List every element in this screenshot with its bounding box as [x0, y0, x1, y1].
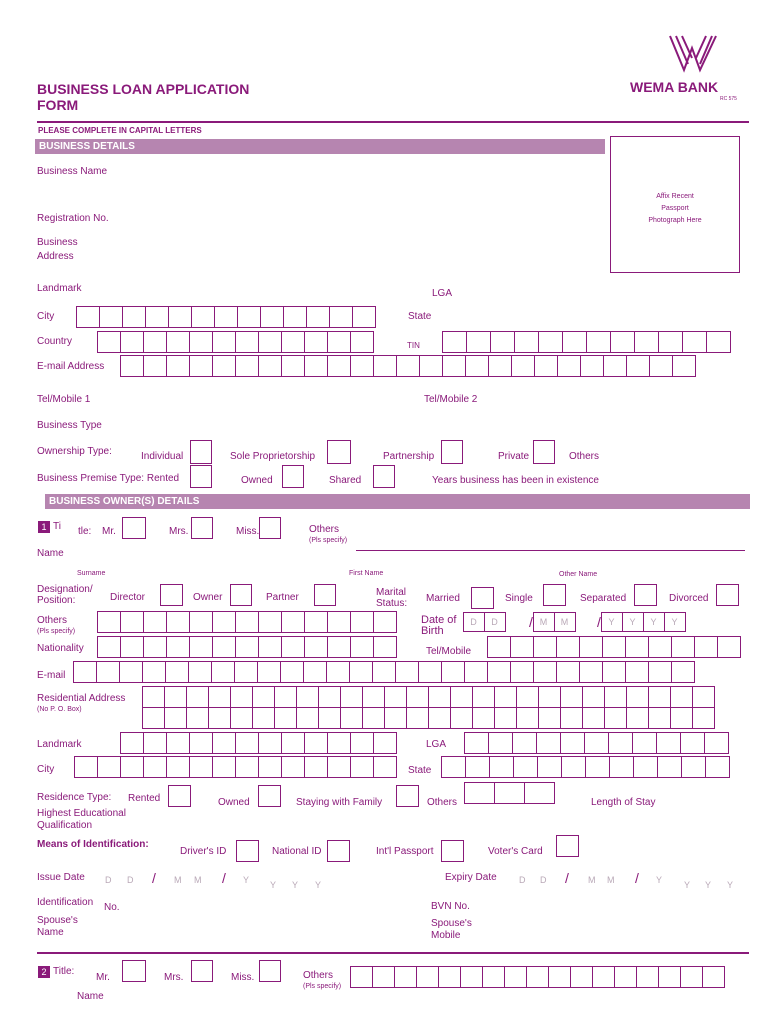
divorced-checkbox[interactable]: [716, 584, 739, 606]
issue-date-label: Issue Date: [37, 872, 85, 883]
spouse-mobile-label: [431, 918, 472, 942]
issue-month-2: M: [194, 875, 203, 885]
surname-hint: Surname: [77, 570, 106, 577]
state-label: State: [408, 311, 432, 322]
owner-lga-label: LGA: [426, 739, 447, 750]
owner2-pls-specify: (Pls specify): [303, 983, 342, 990]
rc-number: RC 575: [720, 96, 737, 102]
owner-city-label: City: [37, 764, 55, 775]
title-label-b: tle:: [78, 526, 92, 537]
staying-family-checkbox[interactable]: [396, 785, 419, 807]
id-no-label: No.: [104, 902, 120, 913]
premise-type-label: Business Premise Type: Rented: [37, 473, 180, 484]
education-line1: Highest Educational: [37, 808, 126, 819]
issue-slash-2: /: [222, 870, 226, 886]
separated-checkbox[interactable]: [634, 584, 657, 606]
ownership-individual-label: Individual: [141, 451, 184, 462]
mrs-checkbox[interactable]: [191, 517, 213, 539]
ownership-private-label: Private: [498, 451, 530, 462]
business-type-label: Business Type: [37, 420, 102, 431]
expiry-month-2: M: [607, 875, 616, 885]
director-label: Director: [110, 592, 146, 603]
expiry-year-3: Y: [705, 880, 713, 890]
pls-specify-2: (Pls specify): [37, 628, 76, 635]
intl-passport-checkbox[interactable]: [441, 840, 464, 862]
city-label: City: [37, 311, 55, 322]
premise-owned-checkbox[interactable]: [282, 465, 304, 488]
tel-mobile-boxes[interactable]: [487, 636, 740, 658]
education-label: [37, 808, 126, 832]
director-checkbox[interactable]: [160, 584, 183, 606]
spouse-name-line2: Name: [37, 927, 64, 938]
dob-label: [421, 615, 456, 637]
single-label: Single: [505, 593, 533, 604]
voters-card-label: Voter's Card: [488, 846, 543, 857]
expiry-day-2: D: [540, 875, 548, 885]
issue-day-2: D: [127, 875, 135, 885]
residential-boxes-1[interactable]: [142, 686, 714, 708]
expiry-year-1: Y: [656, 875, 664, 885]
business-name-label: Business Name: [37, 166, 108, 177]
dob-line1: Date of: [421, 614, 457, 626]
staying-family-label: Staying with Family: [296, 797, 383, 808]
nationality-boxes[interactable]: [97, 636, 396, 658]
ownership-private-checkbox[interactable]: [533, 440, 555, 464]
title-label-a: Ti: [53, 521, 61, 532]
premise-owned-label: Owned: [241, 475, 273, 486]
designation-line2: Position:: [37, 595, 76, 606]
photo-line2: Passport: [661, 205, 689, 212]
expiry-year-2: Y: [684, 880, 692, 890]
owner-checkbox[interactable]: [230, 584, 252, 606]
photo-line3: Photograph Here: [648, 217, 702, 224]
tel2-label: Tel/Mobile 2: [424, 394, 478, 405]
others-row-label: Others: [37, 615, 68, 626]
owner2-number: 2: [38, 966, 50, 978]
city-boxes[interactable]: [76, 306, 375, 328]
owner-landmark-label: Landmark: [37, 739, 82, 750]
form-title-line2: FORM: [37, 97, 79, 113]
owner2-mr-label: Mr.: [96, 972, 110, 983]
partner-checkbox[interactable]: [314, 584, 336, 606]
business-details-header: BUSINESS DETAILS: [35, 139, 605, 154]
dob-line2: Birth: [421, 625, 444, 637]
divorced-label: Divorced: [669, 593, 709, 604]
premise-shared-label: Shared: [329, 475, 362, 486]
residence-others-label: Others: [427, 797, 458, 808]
owner1-number: 1: [38, 521, 50, 533]
form-title: [37, 81, 249, 113]
married-label: Married: [426, 593, 460, 604]
rented-checkbox[interactable]: [168, 785, 191, 807]
dob-year-boxes[interactable]: Y Y Y Y: [601, 612, 685, 632]
voters-card-checkbox[interactable]: [556, 835, 579, 857]
dob-month-boxes[interactable]: M M: [533, 612, 575, 632]
dob-day-boxes[interactable]: D D: [463, 612, 505, 632]
issue-month-1: M: [174, 875, 183, 885]
no-po-box-hint: (No P. O. Box): [37, 706, 82, 713]
instruction-text: PLEASE COMPLETE IN CAPITAL LETTERS: [38, 126, 202, 135]
ownership-partnership-label: Partnership: [383, 451, 435, 462]
drivers-id-checkbox[interactable]: [236, 840, 259, 862]
owned-checkbox[interactable]: [258, 785, 281, 807]
others-title-label: Others: [309, 524, 340, 535]
name-label: Name: [37, 548, 64, 559]
identification-label: Identification: [37, 897, 94, 908]
others-boxes[interactable]: [97, 611, 396, 633]
ownership-others-label: Others: [569, 451, 600, 462]
intl-passport-label: Int'l Passport: [376, 846, 434, 857]
issue-year-4: Y: [315, 880, 323, 890]
national-id-label: National ID: [272, 846, 322, 857]
lga-label: LGA: [432, 288, 453, 299]
ownership-type-label: Ownership Type:: [37, 446, 112, 457]
national-id-checkbox[interactable]: [327, 840, 350, 862]
photo-line1: Affix Recent: [656, 193, 694, 200]
name-line: [356, 550, 745, 551]
dob-slash-2: /: [597, 614, 601, 630]
address-line1: Business: [37, 237, 78, 248]
mr-label: Mr.: [102, 526, 116, 537]
length-stay-label: Length of Stay: [591, 797, 656, 808]
registration-label: Registration No.: [37, 213, 109, 224]
address-line2: Address: [37, 251, 74, 262]
issue-day-1: D: [105, 875, 113, 885]
ownership-sole-label: Sole Proprietorship: [230, 451, 316, 462]
owner2-title-label: Title:: [53, 966, 75, 977]
country-label: Country: [37, 336, 73, 347]
owner2-others-boxes[interactable]: [350, 966, 724, 988]
residence-others-boxes[interactable]: [464, 782, 554, 804]
country-boxes[interactable]: [97, 331, 373, 353]
email-label: E-mail Address: [37, 361, 105, 372]
years-existence-label: Years business has been in existence: [432, 475, 599, 486]
landmark-label: Landmark: [37, 283, 82, 294]
means-id-label: Means of Identification:: [37, 839, 149, 850]
education-line2: Qualification: [37, 820, 93, 831]
expiry-day-1: D: [519, 875, 527, 885]
other-name-hint: Other Name: [559, 571, 598, 578]
expiry-year-4: Y: [727, 880, 735, 890]
miss-label: Miss.: [236, 526, 260, 537]
spouse-name-line1: Spouse's: [37, 915, 78, 926]
partner-label: Partner: [266, 592, 299, 603]
owner2-miss-checkbox[interactable]: [259, 960, 281, 982]
expiry-slash-1: /: [565, 870, 569, 886]
expiry-slash-2: /: [635, 870, 639, 886]
drivers-id-label: Driver's ID: [180, 846, 227, 857]
owner2-miss-label: Miss.: [231, 972, 255, 983]
wema-logo-icon: [668, 34, 720, 74]
issue-year-1: Y: [243, 875, 251, 885]
residence-type-label: Residence Type:: [37, 792, 112, 803]
marital-label: [376, 587, 407, 609]
marital-line2: Status:: [376, 598, 408, 609]
owner-email-boxes[interactable]: [73, 661, 694, 683]
expiry-month-1: M: [588, 875, 597, 885]
owner2-divider: [37, 952, 749, 954]
separated-label: Separated: [580, 593, 627, 604]
mr-checkbox[interactable]: [122, 517, 146, 539]
mrs-label: Mrs.: [169, 526, 189, 537]
owner-city-boxes[interactable]: [74, 756, 396, 778]
pls-specify-1: (Pls specify): [309, 537, 348, 544]
single-checkbox[interactable]: [543, 584, 566, 606]
owner-label: Owner: [193, 592, 223, 603]
owner2-mrs-label: Mrs.: [164, 972, 184, 983]
spouse-name-label: [37, 915, 78, 939]
residential-boxes-2[interactable]: [142, 707, 714, 729]
ownership-individual-checkbox[interactable]: [190, 440, 212, 464]
nationality-label: Nationality: [37, 643, 84, 654]
first-name-hint: First Name: [349, 570, 384, 577]
owner-state-boxes[interactable]: [441, 756, 729, 778]
bank-name: WEMA BANK: [630, 79, 719, 95]
owner-state-label: State: [408, 765, 432, 776]
owner2-mrs-checkbox[interactable]: [191, 960, 213, 982]
married-checkbox[interactable]: [471, 587, 494, 609]
tin-boxes[interactable]: [442, 331, 730, 353]
tin-label: TIN: [407, 341, 420, 350]
owners-details-header: BUSINESS OWNER(S) DETAILS: [45, 494, 750, 509]
tel1-label: Tel/Mobile 1: [37, 394, 91, 405]
designation-line1: Designation/: [37, 584, 93, 595]
tel-mobile-label: Tel/Mobile: [426, 646, 472, 657]
designation-label: [37, 584, 93, 606]
spouse-mobile-line2: Mobile: [431, 930, 461, 941]
owner2-others-label: Others: [303, 970, 334, 981]
residential-label: Residential Address: [37, 693, 126, 704]
owned-label: Owned: [218, 797, 250, 808]
owner-lga-boxes[interactable]: [464, 732, 728, 754]
issue-year-2: Y: [270, 880, 278, 890]
form-title-line1: BUSINESS LOAN APPLICATION: [37, 81, 250, 97]
marital-line1: Marital: [376, 587, 407, 598]
business-address-label: [37, 236, 78, 264]
issue-slash-1: /: [152, 870, 156, 886]
issue-year-3: Y: [292, 880, 300, 890]
owner2-mr-checkbox[interactable]: [122, 960, 146, 982]
expiry-date-label: Expiry Date: [445, 872, 497, 883]
header-rule: [37, 121, 749, 123]
landmark-boxes[interactable]: [120, 732, 396, 754]
ownership-sole-checkbox[interactable]: [327, 440, 351, 464]
owner2-name-label: Name: [77, 991, 104, 1002]
miss-checkbox[interactable]: [259, 517, 281, 539]
spouse-mobile-line1: Spouse's: [431, 918, 472, 929]
premise-shared-checkbox[interactable]: [373, 465, 395, 488]
photo-box: [610, 136, 740, 273]
bvn-label: BVN No.: [431, 901, 470, 912]
email-boxes[interactable]: [120, 355, 695, 377]
premise-rented-checkbox[interactable]: [190, 465, 212, 488]
dob-slash-1: /: [529, 614, 533, 630]
ownership-partnership-checkbox[interactable]: [441, 440, 463, 464]
owner-email-label: E-mail: [37, 670, 66, 681]
rented-label: Rented: [128, 793, 161, 804]
